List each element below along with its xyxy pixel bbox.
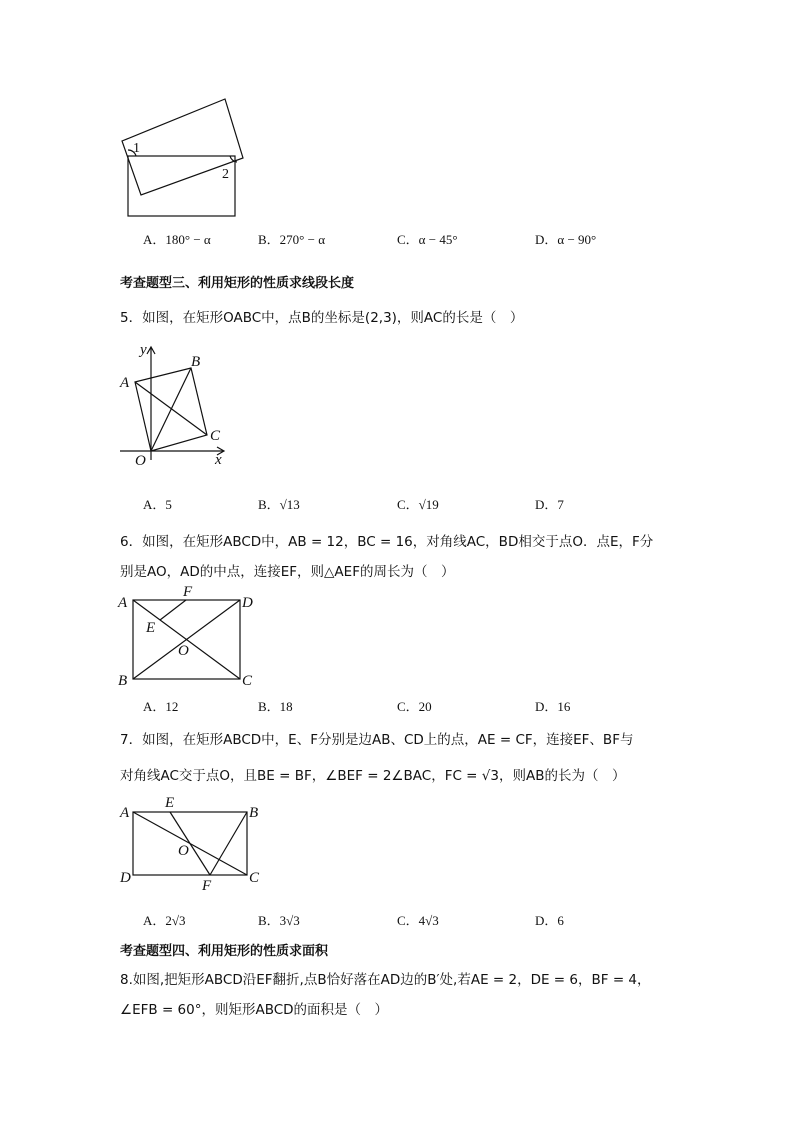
- q5-label-y: y: [140, 342, 147, 358]
- q6-label-o: O: [178, 643, 189, 659]
- q5-option-d[interactable]: D．7: [535, 497, 564, 512]
- q5-label-b: B: [191, 354, 201, 370]
- q7-label-e: E: [165, 795, 175, 811]
- q8-stem-line1: 8.如图,把矩形ABCD沿EF翻折,点B恰好落在AD边的B′处,若AE = 2，DE = 6，BF = 4，: [120, 972, 651, 988]
- q6-figure: [115, 583, 260, 688]
- q7-figure: [115, 793, 265, 893]
- q7-option-a[interactable]: A．2√3: [143, 913, 186, 928]
- q6-label-a: A: [118, 595, 128, 611]
- q6-label-c: C: [242, 673, 253, 689]
- q7-segment-bf: [210, 812, 247, 875]
- q7-label-a: A: [120, 805, 130, 821]
- q6-option-a[interactable]: A．12: [143, 699, 179, 714]
- q7-label-b: B: [249, 805, 259, 821]
- q7-option-c[interactable]: C．4√3: [397, 913, 439, 928]
- q6-option-b[interactable]: B．18: [258, 699, 293, 714]
- q5-option-b[interactable]: B．√13: [258, 497, 300, 512]
- q5-label-c: C: [210, 428, 221, 444]
- q4-label-1: 1: [133, 141, 140, 156]
- q6-stem-line1: 6．如图，在矩形ABCD中，AB = 12，BC = 16，对角线AC，BD相交于点O．点E，F分: [120, 534, 654, 550]
- q5-label-o: O: [135, 453, 146, 469]
- q7-segment-ef: [170, 812, 210, 875]
- q6-option-c[interactable]: C．20: [397, 699, 432, 714]
- section-heading-3: 考查题型三、利用矩形的性质求线段长度: [120, 276, 355, 291]
- q7-label-o: O: [178, 843, 189, 859]
- q6-option-d[interactable]: D．16: [535, 699, 571, 714]
- q5-stem: 5．如图，在矩形OABC中，点B的坐标是(2,3)，则AC的长是（ ）: [120, 310, 524, 326]
- q5-diagonal-ob: [151, 368, 191, 451]
- q7-label-d: D: [120, 870, 131, 886]
- q4-option-a[interactable]: A．180° − α: [143, 232, 211, 247]
- q6-label-b: B: [118, 673, 128, 689]
- q7-option-b[interactable]: B．3√3: [258, 913, 300, 928]
- q5-option-c[interactable]: C．√19: [397, 497, 439, 512]
- q6-stem-line2: 别是AO，AD的中点，连接EF，则△AEF的周长为（ ）: [120, 564, 455, 580]
- q4-option-b[interactable]: B．270° − α: [258, 232, 326, 247]
- q5-figure: [115, 340, 240, 470]
- q7-stem-line1: 7．如图，在矩形ABCD中，E、F分别是边AB、CD上的点，AE = CF，连接EF、BF与: [120, 732, 634, 748]
- section-heading-4: 考查题型四、利用矩形的性质求面积: [120, 944, 329, 959]
- q4-label-2: 2: [222, 167, 229, 182]
- q7-label-f: F: [202, 878, 212, 894]
- q5-label-x: x: [215, 452, 222, 468]
- q4-option-d[interactable]: D．α − 90°: [535, 232, 597, 247]
- q6-label-d: D: [242, 595, 253, 611]
- q7-label-c: C: [249, 870, 260, 886]
- q4-figure: [110, 90, 260, 225]
- q7-stem-line2: 对角线AC交于点O，且BE = BF，∠BEF = 2∠BAC，FC = √3，则AB的长为（ ）: [120, 768, 626, 784]
- q7-option-d[interactable]: D．6: [535, 913, 564, 928]
- q6-segment-ef: [160, 600, 186, 620]
- q5-option-a[interactable]: A．5: [143, 497, 172, 512]
- q8-stem-line2: ∠EFB = 60°，则矩形ABCD的面积是（ ）: [120, 1002, 389, 1018]
- q4-base-rectangle: [128, 156, 235, 216]
- q6-label-e: E: [146, 620, 156, 636]
- q4-option-c[interactable]: C．α − 45°: [397, 232, 458, 247]
- q6-label-f: F: [183, 584, 193, 600]
- q5-label-a: A: [120, 375, 130, 391]
